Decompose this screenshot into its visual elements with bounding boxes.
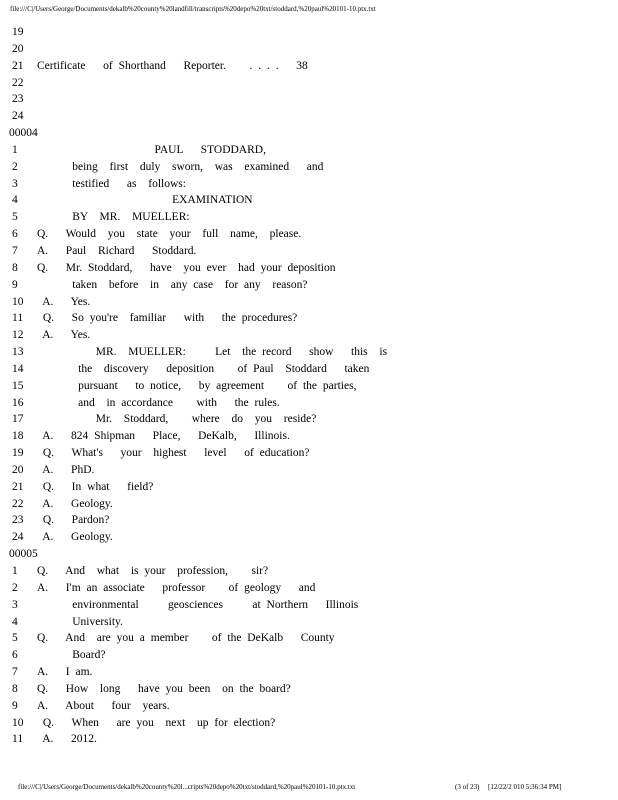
transcript-line	[0, 614, 618, 631]
footer-file-path: file:///C|/Users/George/Documents/dekalb%20county%20l...cripts%20depo%20txt/stoddard,%20paul%20101-10.ptx.txt	[18, 783, 356, 791]
line-number: 8	[12, 682, 18, 695]
line-text: BY MR. MUELLER:	[37, 211, 190, 224]
line-text: A. I am.	[37, 666, 93, 679]
line-number: 10	[12, 295, 24, 308]
line-number: 17	[12, 413, 24, 426]
transcript-line	[0, 496, 618, 513]
transcript-line	[0, 361, 618, 378]
line-number: 13	[12, 346, 24, 359]
line-number: 16	[12, 396, 24, 409]
line-number: 9	[12, 278, 18, 291]
line-text: A. PhD.	[37, 463, 95, 476]
line-number: 20	[12, 463, 24, 476]
transcript-line	[0, 108, 618, 125]
line-number: 21	[12, 59, 24, 72]
transcript-line	[0, 698, 618, 715]
transcript-line	[0, 277, 618, 294]
transcript-body	[0, 24, 618, 748]
line-number: 21	[12, 480, 24, 493]
transcript-line	[0, 563, 618, 580]
transcript-line	[0, 580, 618, 597]
line-number: 24	[12, 531, 24, 544]
line-number: 20	[12, 42, 24, 55]
line-text: the discovery deposition of Paul Stoddard taken	[37, 362, 370, 375]
line-number: 15	[12, 379, 24, 392]
transcript-line	[0, 715, 618, 732]
line-text: A. Yes.	[37, 295, 91, 308]
line-text: Q. When are you next up for election?	[37, 716, 276, 729]
line-text: Q. And are you a member of the DeKalb County	[37, 632, 335, 645]
transcript-line	[0, 24, 618, 41]
line-number: 6	[12, 228, 18, 241]
line-number: 23	[12, 514, 24, 527]
transcript-line	[0, 479, 618, 496]
line-number: 5	[12, 211, 18, 224]
file-path-header: file:///C|/Users/George/Documents/dekalb%20county%20landfill/transcripts%20depo%20txt/stoddard,%20paul%20101-10.ptx.txt	[10, 5, 376, 13]
line-number: 4	[12, 194, 18, 207]
transcript-line	[0, 310, 618, 327]
transcript-line	[0, 344, 618, 361]
transcript-line	[0, 226, 618, 243]
transcript-line	[0, 731, 618, 748]
transcript-line	[0, 41, 618, 58]
line-text: Board?	[37, 649, 106, 662]
line-text: PAUL STODDARD,	[37, 143, 266, 156]
transcript-line	[0, 327, 618, 344]
line-text: A. About four years.	[37, 699, 170, 712]
line-text: Q. What's your highest level of education?	[37, 447, 310, 460]
line-text: MR. MUELLER: Let the record show this is	[37, 346, 388, 359]
line-number: 8	[12, 261, 18, 274]
line-text: A. I'm an associate professor of geology and	[37, 581, 316, 594]
line-number: 19	[12, 447, 24, 460]
page-marker	[0, 125, 618, 142]
transcript-line	[0, 75, 618, 92]
line-number: 7	[12, 244, 18, 257]
line-number: 4	[12, 615, 18, 628]
line-text: A. 2012.	[37, 733, 97, 746]
line-number: 14	[12, 362, 24, 375]
transcript-line	[0, 630, 618, 647]
transcript-line	[0, 209, 618, 226]
line-text: Q. Would you state your full name, please.	[37, 228, 302, 241]
line-text: A. Paul Richard Stoddard.	[37, 244, 197, 257]
transcript-line	[0, 529, 618, 546]
page-number: 00005	[9, 548, 38, 561]
line-text: University.	[37, 615, 123, 628]
line-number: 19	[12, 26, 24, 38]
line-number: 22	[12, 497, 24, 510]
line-number: 23	[12, 93, 24, 106]
line-number: 3	[12, 598, 18, 611]
line-text: and in accordance with the rules.	[37, 396, 280, 409]
line-number: 9	[12, 699, 18, 712]
line-number: 22	[12, 76, 24, 89]
transcript-line	[0, 428, 618, 445]
line-number: 10	[12, 716, 24, 729]
line-text: environmental geosciences at Northern Illinois	[37, 598, 359, 611]
line-text: Q. Mr. Stoddard, have you ever had your deposition	[37, 261, 336, 274]
line-text: Q. How long have you been on the board?	[37, 682, 291, 695]
line-text: Certificate of Shorthand Reporter. . . . . 38	[37, 59, 308, 72]
transcript-line	[0, 411, 618, 428]
line-number: 11	[12, 733, 24, 746]
line-text: Q. And what is your profession, sir?	[37, 565, 269, 577]
line-text: Q. So you're familiar with the procedures?	[37, 312, 298, 325]
transcript-line	[0, 445, 618, 462]
line-text: being first duly sworn, was examined and	[37, 160, 324, 173]
line-number: 7	[12, 666, 18, 679]
transcript-line	[0, 647, 618, 664]
line-text: taken before in any case for any reason?	[37, 278, 308, 291]
transcript-line	[0, 512, 618, 529]
line-number: 18	[12, 430, 24, 443]
line-text: A. Yes.	[37, 329, 91, 342]
transcript-line	[0, 91, 618, 108]
line-text: Q. In what field?	[37, 480, 154, 493]
line-text: Q. Pardon?	[37, 514, 110, 527]
transcript-line	[0, 58, 618, 75]
line-text: pursuant to notice, by agreement of the parties,	[37, 379, 357, 392]
line-text: EXAMINATION	[37, 194, 253, 207]
transcript-line	[0, 378, 618, 395]
transcript-line	[0, 260, 618, 277]
transcript-line	[0, 395, 618, 412]
transcript-line	[0, 142, 618, 159]
transcript-line	[0, 176, 618, 193]
transcript-line	[0, 294, 618, 311]
page-marker	[0, 546, 618, 563]
line-text: Mr. Stoddard, where do you reside?	[37, 413, 317, 426]
transcript-line	[0, 243, 618, 260]
line-number: 24	[12, 110, 24, 123]
line-text: testified as follows:	[37, 177, 186, 190]
line-text: A. Geology.	[37, 497, 113, 510]
line-text: A. 824 Shipman Place, DeKalb, Illinois.	[37, 430, 290, 443]
page-number: 00004	[9, 127, 38, 140]
line-text: A. Geology.	[37, 531, 113, 544]
line-number: 5	[12, 632, 18, 645]
transcript-line	[0, 597, 618, 614]
line-number: 2	[12, 581, 18, 594]
line-number: 2	[12, 160, 18, 173]
transcript-line	[0, 159, 618, 176]
transcript-line	[0, 681, 618, 698]
line-number: 1	[12, 565, 18, 577]
footer-page-count: (3 of 23)	[455, 783, 480, 791]
transcript-line	[0, 664, 618, 681]
transcript-line	[0, 462, 618, 479]
line-number: 3	[12, 177, 18, 190]
line-number: 11	[12, 312, 24, 325]
transcript-line	[0, 192, 618, 209]
line-number: 1	[12, 143, 18, 156]
footer-timestamp: [12/22/2 010 5:36:34 PM]	[488, 783, 562, 791]
line-number: 12	[12, 329, 24, 342]
line-number: 6	[12, 649, 18, 662]
